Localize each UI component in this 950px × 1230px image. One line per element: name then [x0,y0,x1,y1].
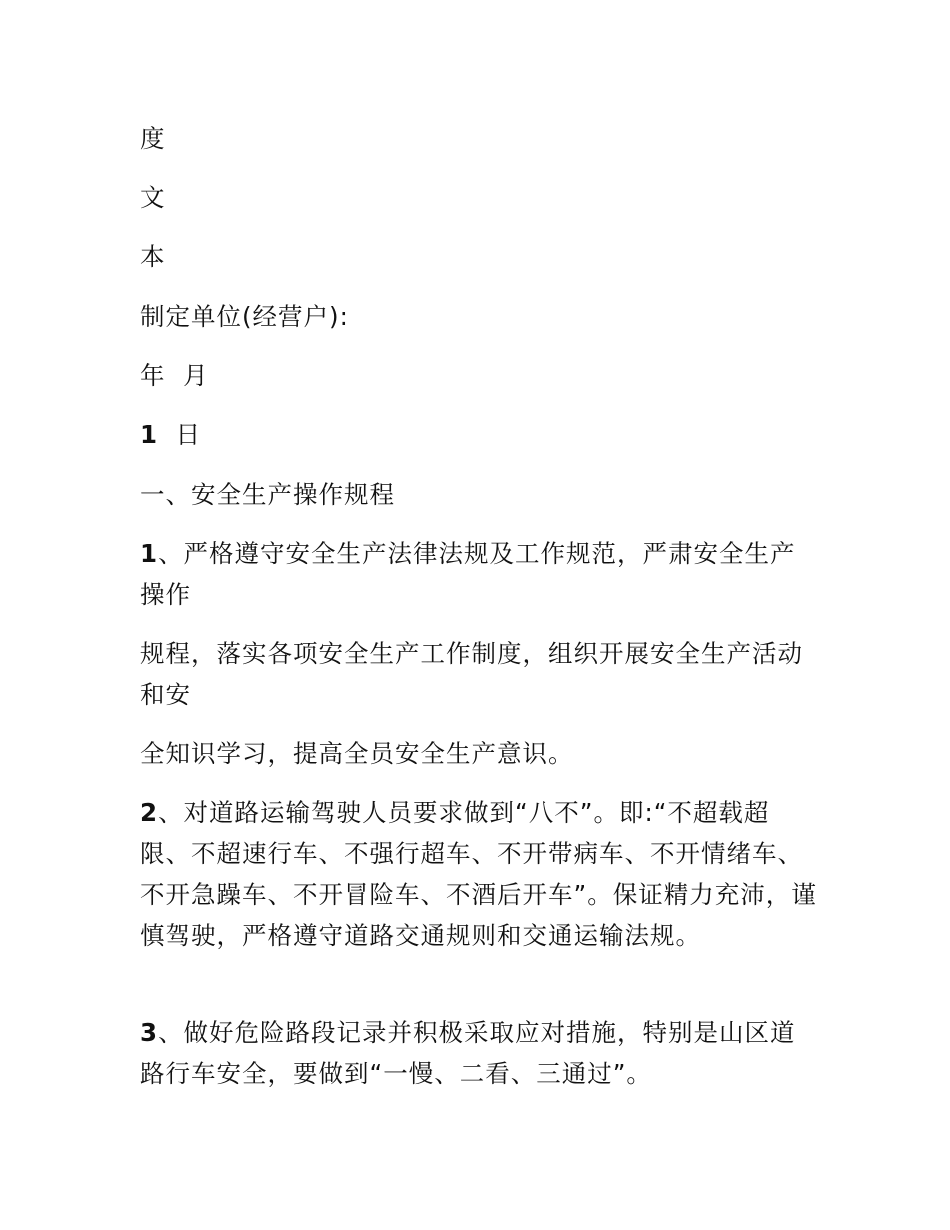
line-text: 年 月 [140,361,209,390]
title-char-ben [140,236,820,277]
paragraph-1-part-2 [140,633,820,715]
paragraph-1-part-1 [140,533,820,615]
paragraph-3 [140,1012,820,1094]
title-char-du [140,118,820,159]
line-text: 日 [158,420,202,449]
paragraph-text: 、做好危险路段记录并积极采取应对措施，特别是山区道路行车安全，要做到“一慢、二看、三通过”。 [140,1018,796,1088]
line-text: 一、安全生产操作规程 [140,480,395,509]
issuing-unit-line [140,296,820,337]
date-year-month-line [140,355,820,396]
line-text: 制定单位(经营户): [140,302,349,331]
paragraph-1-part-3 [140,733,820,774]
paragraph-text: 规程，落实各项安全生产工作制度，组织开展安全生产活动和安 [140,639,803,709]
paragraph-number: 2 [140,798,159,827]
paragraph-text: 、对道路运输驾驶人员要求做到“八不”。即:“不超载超限、不超速行车、不强行超车、不开带病车、不开情绪车、不开急躁车、不开冒险车、不酒后开车”。保证精力充沛，谨慎驾驶，严格遵守道路交通规则和交通运输法规。 [140,798,817,950]
title-char-wen [140,177,820,218]
paragraph-text: 全知识学习，提高全员安全生产意识。 [140,739,574,768]
date-day-line [140,414,820,455]
paragraph-number: 1 [140,539,159,568]
line-text: 本 [140,242,166,271]
section-heading [140,474,820,515]
line-text: 度 [140,124,166,153]
paragraph-2 [140,792,820,956]
paragraph-number: 3 [140,1018,159,1047]
paragraph-text: 、严格遵守安全生产法律法规及工作规范，严肃安全生产操作 [140,539,796,609]
line-text: 文 [140,183,166,212]
line-number: 1 [140,420,159,449]
